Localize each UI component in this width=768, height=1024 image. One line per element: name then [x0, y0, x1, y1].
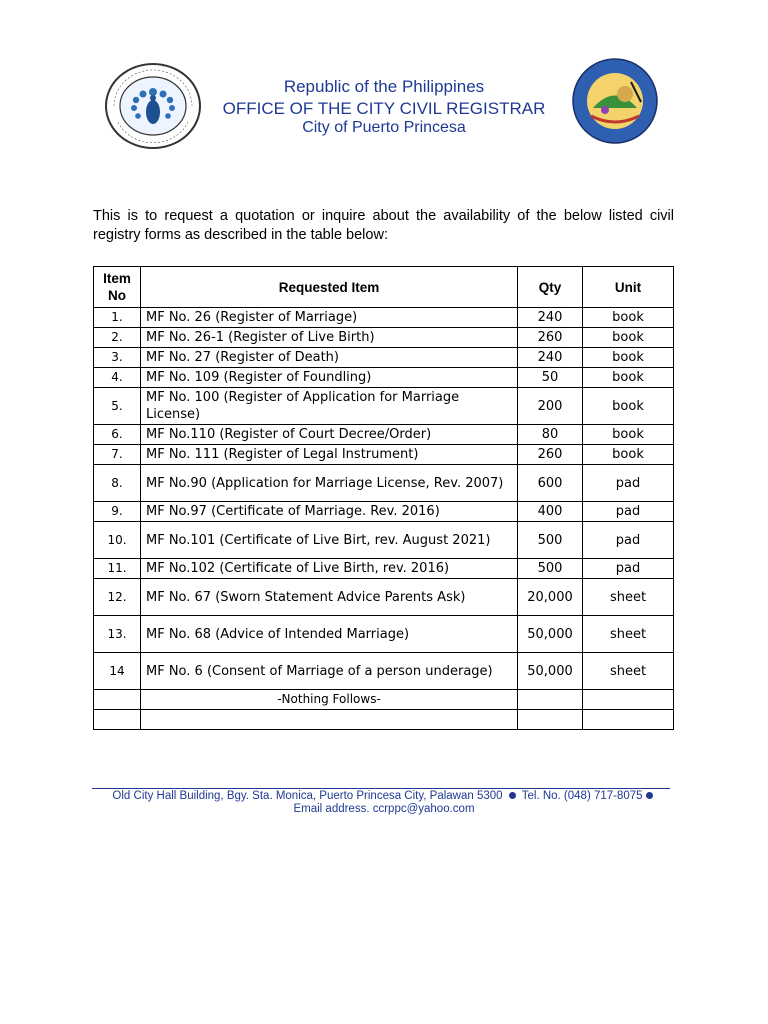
- nothing-follows-note: -Nothing Follows-: [141, 690, 518, 710]
- header-office-title: OFFICE OF THE CITY CIVIL REGISTRAR: [222, 99, 546, 118]
- item-no: 3.: [94, 348, 141, 368]
- footer-email: Email address. ccrppc@yahoo.com: [293, 803, 475, 815]
- footer-contact-line: [92, 790, 676, 802]
- forms-table: [93, 266, 674, 730]
- item-unit: book: [583, 425, 674, 445]
- table-row: [94, 445, 674, 465]
- intro-paragraph: This is to request a quotation or inquire about the availability of the below listed civil registry forms as described in the table below:: [93, 208, 674, 243]
- table-row: [94, 308, 674, 328]
- item-unit: book: [583, 368, 674, 388]
- table-row: [94, 368, 674, 388]
- item-name: MF No. 109 (Register of Foundling): [141, 368, 518, 388]
- item-name: MF No. 26 (Register of Marriage): [141, 308, 518, 328]
- item-qty: 600: [518, 465, 583, 502]
- item-name: MF No. 68 (Advice of Intended Marriage): [141, 616, 518, 653]
- item-name: MF No. 6 (Consent of Marriage of a person underage): [141, 653, 518, 690]
- item-qty: 260: [518, 328, 583, 348]
- item-name: MF No.102 (Certificate of Live Birth, rev. 2016): [141, 559, 518, 579]
- table-row: [94, 653, 674, 690]
- city-seal-logo: [104, 62, 202, 150]
- empty-cell: [583, 690, 674, 710]
- table-row: [94, 465, 674, 502]
- item-qty: 50: [518, 368, 583, 388]
- table-row: [94, 425, 674, 445]
- header-republic-title: Republic of the Philippines: [283, 77, 485, 96]
- nothing-follows-row: [94, 690, 674, 710]
- item-no: 1.: [94, 308, 141, 328]
- item-qty: 260: [518, 445, 583, 465]
- table-row: [94, 328, 674, 348]
- item-qty: 500: [518, 559, 583, 579]
- item-qty: 20,000: [518, 579, 583, 616]
- item-no: 7.: [94, 445, 141, 465]
- header-qty: Qty: [518, 267, 583, 308]
- item-qty: 500: [518, 522, 583, 559]
- item-name: MF No.97 (Certificate of Marriage. Rev. 2016): [141, 502, 518, 522]
- item-unit: book: [583, 348, 674, 368]
- bullet-icon: [509, 792, 516, 799]
- footer-address: Old City Hall Building, Bgy. Sta. Monica, Puerto Princesa City, Palawan 5300: [112, 790, 503, 802]
- item-name: MF No. 26-1 (Register of Live Birth): [141, 328, 518, 348]
- item-no: 10.: [94, 522, 141, 559]
- item-no: 2.: [94, 328, 141, 348]
- item-unit: sheet: [583, 616, 674, 653]
- table-row: [94, 616, 674, 653]
- table-header-row: [94, 267, 674, 308]
- header-requested-item: Requested Item: [141, 267, 518, 308]
- item-name: MF No.101 (Certificate of Live Birt, rev. August 2021): [141, 522, 518, 559]
- table-row: [94, 559, 674, 579]
- item-name: MF No.90 (Application for Marriage License, Rev. 2007): [141, 465, 518, 502]
- header-city-subtitle: City of Puerto Princesa: [302, 119, 466, 136]
- item-no: 11.: [94, 559, 141, 579]
- empty-cell: [518, 690, 583, 710]
- item-qty: 240: [518, 348, 583, 368]
- empty-cell: [94, 710, 141, 730]
- empty-cell: [583, 710, 674, 730]
- item-qty: 200: [518, 388, 583, 425]
- table-row: [94, 579, 674, 616]
- item-unit: pad: [583, 502, 674, 522]
- blank-row: [94, 710, 674, 730]
- empty-cell: [94, 690, 141, 710]
- item-name: MF No. 27 (Register of Death): [141, 348, 518, 368]
- item-name: MF No. 67 (Sworn Statement Advice Parents Ask): [141, 579, 518, 616]
- item-no: 6.: [94, 425, 141, 445]
- item-qty: 50,000: [518, 616, 583, 653]
- table-row: [94, 388, 674, 425]
- footer-tel: Tel. No. (048) 717-8075: [521, 790, 643, 802]
- item-qty: 50,000: [518, 653, 583, 690]
- item-unit: sheet: [583, 579, 674, 616]
- table-row: [94, 502, 674, 522]
- empty-cell: [141, 710, 518, 730]
- item-unit: book: [583, 308, 674, 328]
- bullet-icon: [646, 792, 653, 799]
- item-name: MF No. 111 (Register of Legal Instrument): [141, 445, 518, 465]
- item-no: 14: [94, 653, 141, 690]
- header-item-no: Item No: [94, 267, 141, 308]
- item-no: 4.: [94, 368, 141, 388]
- item-name: MF No. 100 (Register of Application for Marriage License): [141, 388, 518, 425]
- item-name: MF No.110 (Register of Court Decree/Order): [141, 425, 518, 445]
- footer-divider: [92, 788, 670, 789]
- table-row: [94, 522, 674, 559]
- item-unit: book: [583, 328, 674, 348]
- item-unit: pad: [583, 465, 674, 502]
- item-unit: book: [583, 388, 674, 425]
- civil-registrar-seal-logo: [571, 58, 659, 144]
- item-unit: pad: [583, 522, 674, 559]
- item-qty: 400: [518, 502, 583, 522]
- empty-cell: [518, 710, 583, 730]
- item-no: 8.: [94, 465, 141, 502]
- item-qty: 80: [518, 425, 583, 445]
- item-no: 13.: [94, 616, 141, 653]
- item-unit: book: [583, 445, 674, 465]
- item-unit: pad: [583, 559, 674, 579]
- header-unit: Unit: [583, 267, 674, 308]
- item-no: 9.: [94, 502, 141, 522]
- item-no: 12.: [94, 579, 141, 616]
- item-qty: 240: [518, 308, 583, 328]
- item-no: 5.: [94, 388, 141, 425]
- table-row: [94, 348, 674, 368]
- item-unit: sheet: [583, 653, 674, 690]
